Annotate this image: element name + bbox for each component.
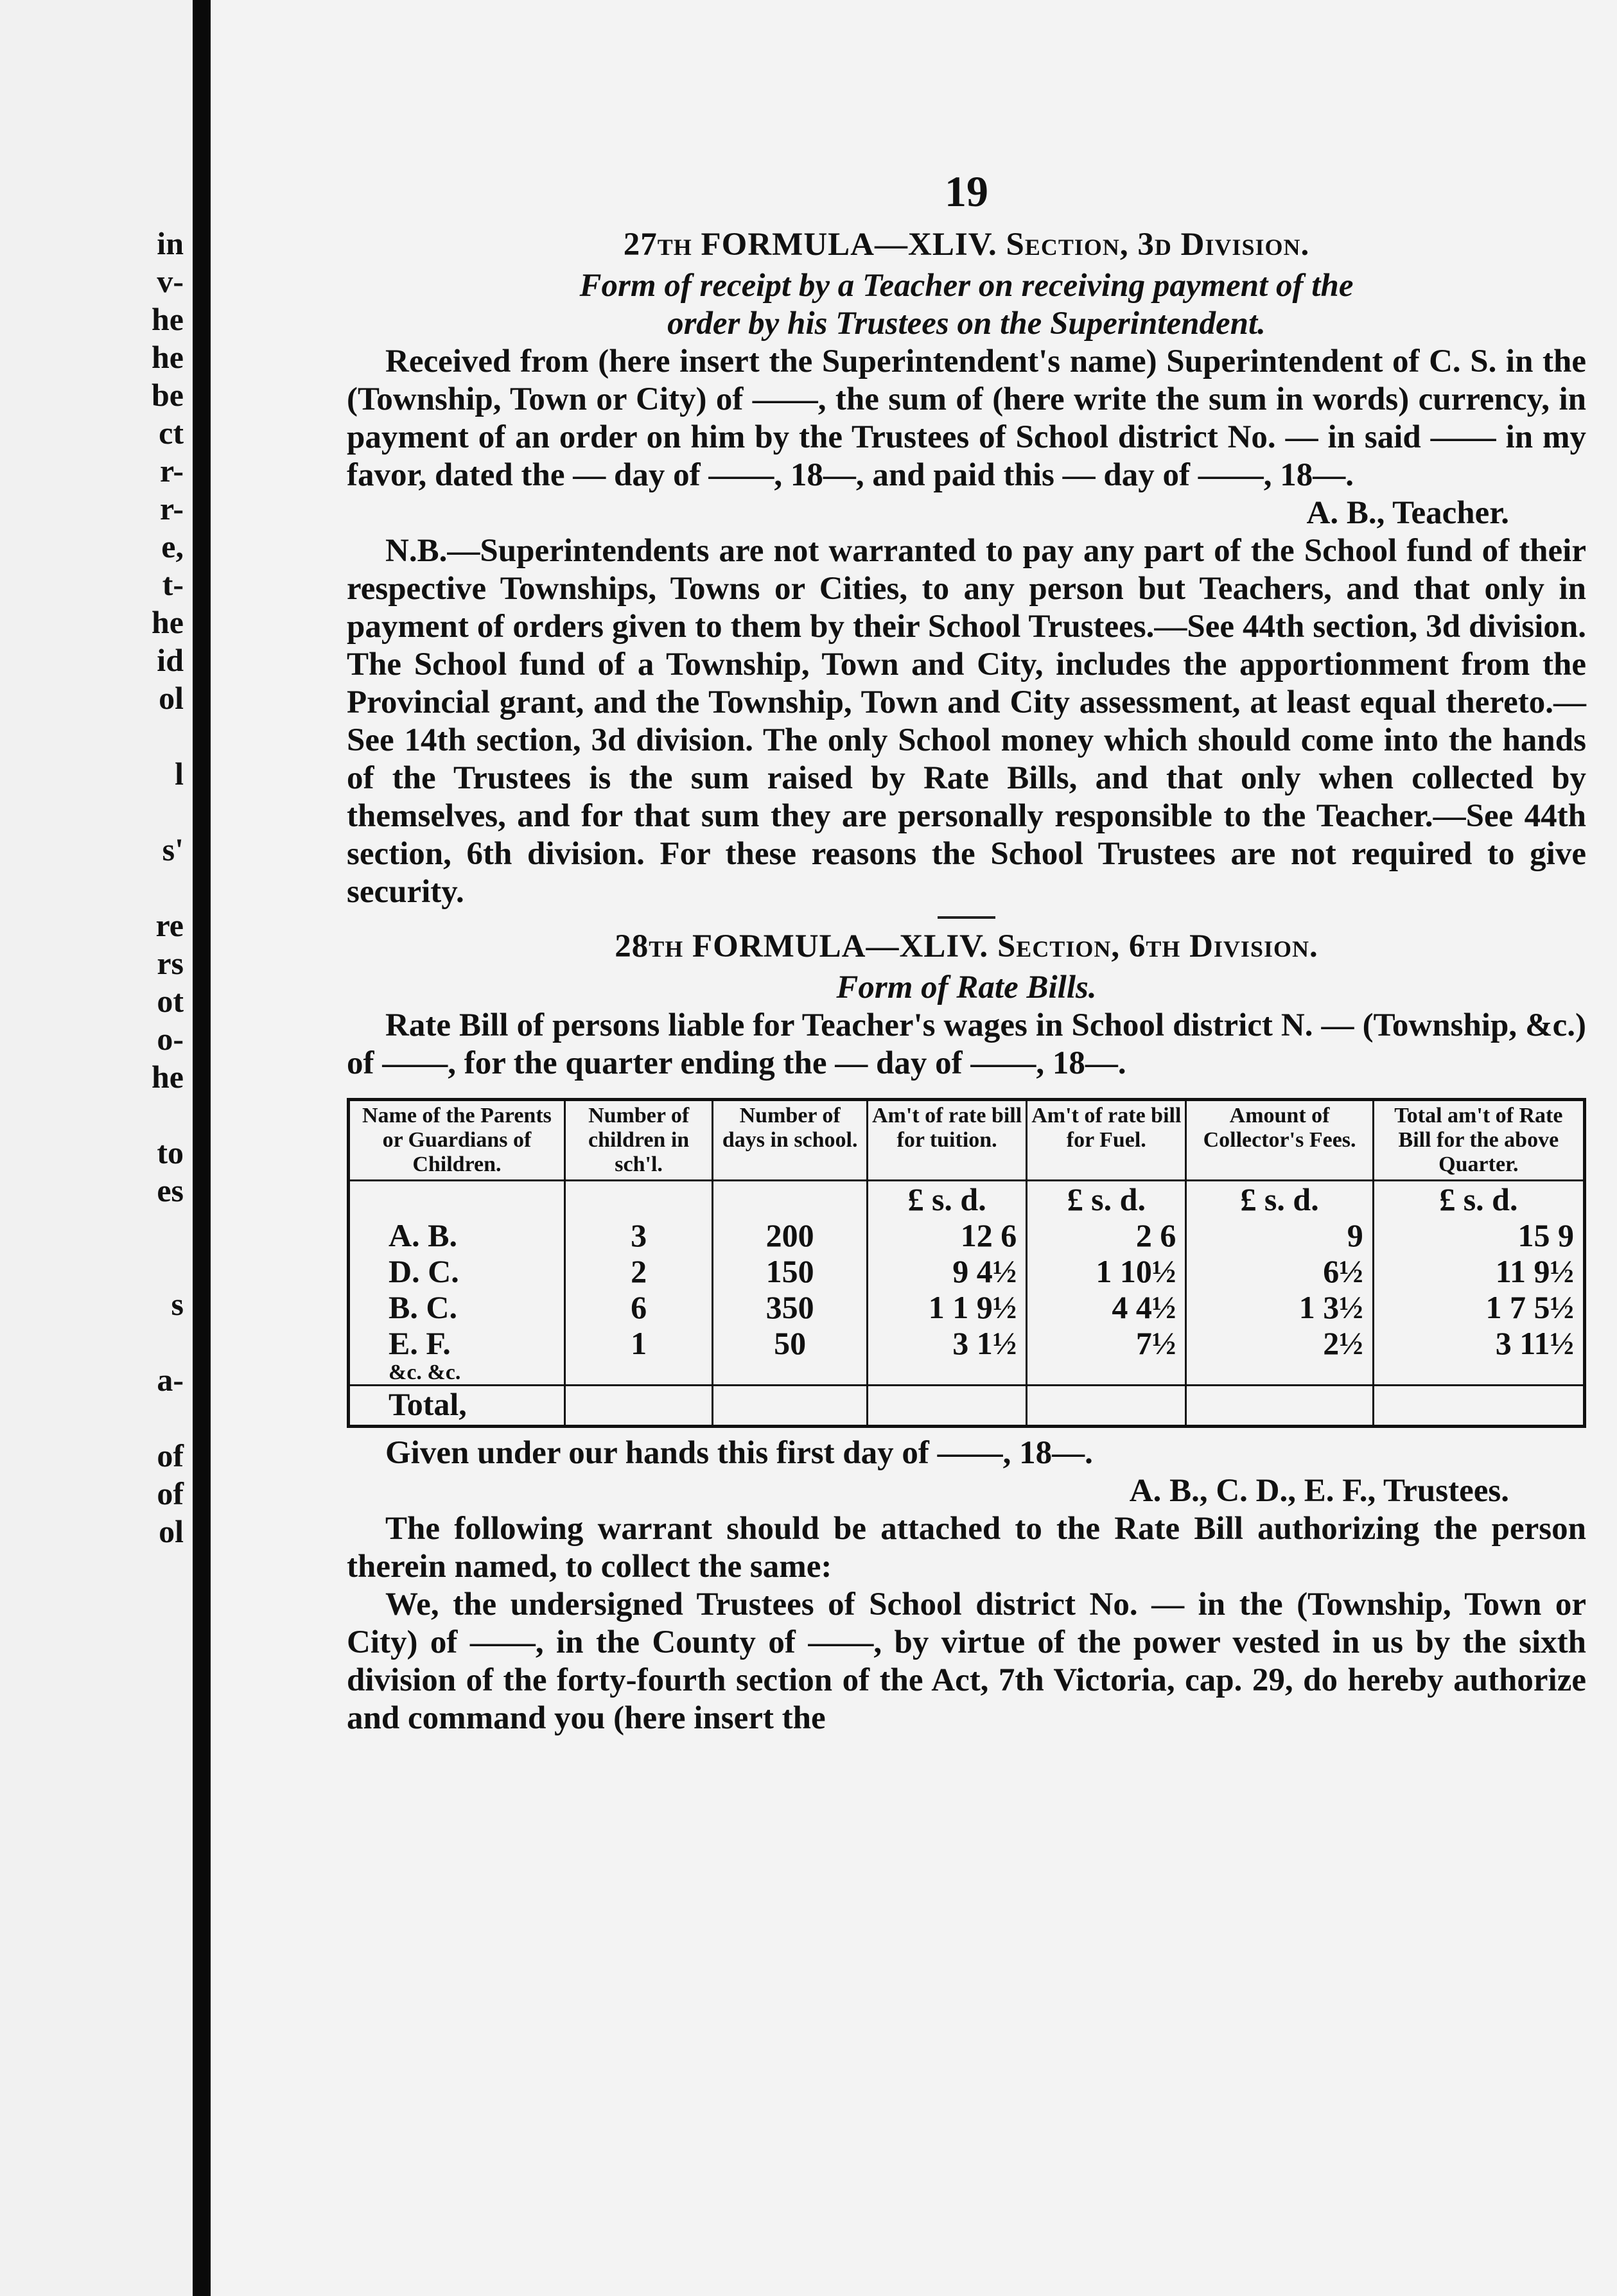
left-fragment: he xyxy=(152,301,184,337)
left-fragment: s' xyxy=(162,831,184,867)
tuition-cell: 1 1 9½ xyxy=(867,1289,1026,1325)
fees-cell: 9 xyxy=(1186,1217,1373,1253)
units-cell xyxy=(713,1181,868,1218)
given-line: Given under our hands this first day of ——, 18—. xyxy=(385,1435,1093,1471)
left-fragment: to xyxy=(157,1135,184,1170)
left-fragment: ol xyxy=(159,680,184,716)
children-cell: 6 xyxy=(564,1289,712,1325)
fees-cell: 6½ xyxy=(1186,1253,1373,1289)
fees-cell: 1 3½ xyxy=(1186,1289,1373,1325)
total-cell: 3 11½ xyxy=(1373,1325,1584,1361)
left-fragment xyxy=(152,1248,184,1285)
left-fragment: of xyxy=(157,1438,184,1474)
nb-paragraph: N.B.—Superintendents are not warranted to pay any part of the School fund of their respective Townships, Towns or Cities, to any person but Teachers, and that only in payment of orders given to them by their School Trustees.—See 44th section, 3d division. The School fund of a Township, Town and City, includes the apportionment from the Provincial grant, and the Township, Town and City assessment, at least equal thereto.—See 14th section, 3d division. The only School money which should come into the hands of the Trustees is the sum raised by Rate Bills, and that only when collected by themselves, and for that sum they are personally responsible to the Teacher.—See 44th section, 6th division. For these reasons the School Trustees are not required to give security. xyxy=(347,533,1586,910)
formula-27-subtitle-line2: order by his Trustees on the Superintendent. xyxy=(667,306,1266,342)
book-gutter xyxy=(193,0,211,2296)
document-page xyxy=(211,0,1617,2296)
table-header-row xyxy=(349,1100,1585,1181)
children-cell: 1 xyxy=(564,1325,712,1361)
table-row xyxy=(349,1217,1585,1253)
empty-cell xyxy=(713,1386,868,1427)
formula-27-section: Section, 3d Division. xyxy=(1006,227,1310,263)
left-fragment: v- xyxy=(157,263,184,299)
header-cell: Am't of rate bill for Fuel. xyxy=(1027,1100,1186,1181)
left-fragment xyxy=(152,1323,184,1361)
formula-27-subtitle-line1: Form of receipt by a Teacher on receiving payment of the xyxy=(579,268,1354,304)
rate-bill-table xyxy=(347,1098,1586,1428)
left-page-text-fragments xyxy=(152,225,184,1551)
left-fragment: l xyxy=(175,756,184,792)
left-fragment: he xyxy=(152,604,184,640)
left-fragment: ot xyxy=(157,983,184,1019)
days-cell: 350 xyxy=(713,1289,868,1325)
empty-cell xyxy=(1027,1386,1186,1427)
left-fragment: r- xyxy=(160,453,184,489)
left-fragment: ct xyxy=(159,415,184,451)
left-fragment xyxy=(152,793,184,831)
left-fragment: e, xyxy=(161,528,184,564)
left-fragment: he xyxy=(152,339,184,375)
section-divider xyxy=(938,916,995,919)
left-fragment: id xyxy=(157,642,184,678)
name-cell: B. C. xyxy=(389,1289,457,1325)
days-cell: 200 xyxy=(713,1217,868,1253)
total-row xyxy=(349,1386,1585,1427)
rate-bill-intro: Rate Bill of persons liable for Teacher's wages in School district N. — (Township, &c.) of ——, for the quarter ending the — day of ——, 18—. xyxy=(347,1007,1586,1081)
tuition-cell: 9 4½ xyxy=(867,1253,1026,1289)
children-cell: 3 xyxy=(564,1217,712,1253)
fees-cell: 2½ xyxy=(1186,1325,1373,1361)
formula-28-subtitle: Form of Rate Bills. xyxy=(836,970,1097,1005)
empty-cell xyxy=(564,1386,712,1427)
units-cell xyxy=(349,1181,565,1218)
units-cell xyxy=(564,1181,712,1218)
left-fragment: s xyxy=(171,1286,184,1322)
header-cell: Am't of rate bill for tuition. xyxy=(867,1100,1026,1181)
header-cell: Amount of Collector's Fees. xyxy=(1186,1100,1373,1181)
left-fragment: t- xyxy=(162,566,184,602)
left-fragment xyxy=(152,717,184,755)
header-cell: Number of days in school. xyxy=(713,1100,868,1181)
total-label: Total, xyxy=(349,1386,565,1427)
units-cell: £ s. d. xyxy=(867,1181,1026,1218)
left-fragment: ol xyxy=(159,1513,184,1549)
etc-row xyxy=(349,1361,1585,1386)
left-fragment: he xyxy=(152,1059,184,1095)
warrant-text: We, the undersigned Trustees of School district No. — in the (Township, Town or City) of ——, in the County of ——, by virtue of the power vested in us by the sixth division of the forty-fourth section of the Act, 7th Victoria, cap. 29, do hereby authorize and command you (here insert the xyxy=(347,1587,1586,1736)
units-cell: £ s. d. xyxy=(1186,1181,1373,1218)
left-fragment xyxy=(152,869,184,907)
empty-cell xyxy=(1027,1361,1186,1386)
left-fragment xyxy=(152,1399,184,1437)
left-facing-page xyxy=(0,0,193,2296)
units-cell: £ s. d. xyxy=(1373,1181,1584,1218)
name-cell: D. C. xyxy=(389,1253,459,1289)
empty-cell xyxy=(1373,1361,1584,1386)
header-cell: Name of the Parents or Guardians of Children. xyxy=(349,1100,565,1181)
etc-cell: &c. &c. xyxy=(389,1361,461,1384)
days-cell: 150 xyxy=(713,1253,868,1289)
left-fragment: be xyxy=(152,377,184,413)
empty-cell xyxy=(1186,1386,1373,1427)
table-row xyxy=(349,1289,1585,1325)
left-fragment: re xyxy=(155,907,184,943)
units-row xyxy=(349,1181,1585,1218)
left-fragment: rs xyxy=(157,945,184,981)
total-cell: 1 7 5½ xyxy=(1373,1289,1584,1325)
formula-28-section: Section, 6th Division. xyxy=(997,928,1318,964)
left-fragment: o- xyxy=(157,1021,184,1057)
formula-27-heading xyxy=(347,226,1586,267)
warrant-intro: The following warrant should be attached to the Rate Bill authorizing the person therein named, to collect the same: xyxy=(347,1511,1586,1585)
page-content xyxy=(347,159,1586,1737)
trustees-signature: A. B., C. D., E. F., Trustees. xyxy=(1129,1473,1509,1509)
formula-28-heading xyxy=(347,928,1586,969)
left-fragment: r- xyxy=(160,491,184,526)
page-number: 19 xyxy=(945,167,988,216)
receipt-paragraph: Received from (here insert the Superintendent's name) Superintendent of C. S. in the (Township, Town or City) of ——, the sum of (here write the sum in words) currency, in payment of an order on him by the Trustees of School district No. — in said —— in my favor, dated the — day of ——, 18—, and paid this — day of ——, 18—. xyxy=(347,344,1586,493)
empty-cell xyxy=(1186,1361,1373,1386)
total-cell: 15 9 xyxy=(1373,1217,1584,1253)
left-fragment: of xyxy=(157,1475,184,1511)
fuel-cell: 4 4½ xyxy=(1027,1289,1186,1325)
header-cell: Total am't of Rate Bill for the above Quarter. xyxy=(1373,1100,1584,1181)
formula-28-main: FORMULA—XLIV. xyxy=(692,928,989,964)
fuel-cell: 7½ xyxy=(1027,1325,1186,1361)
empty-cell xyxy=(867,1386,1026,1427)
table-row xyxy=(349,1253,1585,1289)
tuition-cell: 12 6 xyxy=(867,1217,1026,1253)
table-row xyxy=(349,1325,1585,1361)
left-fragment: in xyxy=(157,225,184,261)
formula-27-main: FORMULA—XLIV. xyxy=(701,227,997,263)
days-cell: 50 xyxy=(713,1325,868,1361)
name-cell: A. B. xyxy=(389,1217,457,1253)
total-cell: 11 9½ xyxy=(1373,1253,1584,1289)
empty-cell xyxy=(713,1361,868,1386)
formula-28-number: 28th xyxy=(615,928,684,964)
left-fragment: es xyxy=(157,1172,184,1208)
tuition-cell: 3 1½ xyxy=(867,1325,1026,1361)
teacher-signature: A. B., Teacher. xyxy=(1306,495,1509,531)
empty-cell xyxy=(564,1361,712,1386)
fuel-cell: 1 10½ xyxy=(1027,1253,1186,1289)
left-fragment xyxy=(152,1210,184,1248)
children-cell: 2 xyxy=(564,1253,712,1289)
name-cell: E. F. xyxy=(389,1325,451,1361)
units-cell: £ s. d. xyxy=(1027,1181,1186,1218)
formula-27-number: 27th xyxy=(623,227,692,263)
empty-cell xyxy=(867,1361,1026,1386)
fuel-cell: 2 6 xyxy=(1027,1217,1186,1253)
header-cell: Number of children in sch'l. xyxy=(564,1100,712,1181)
empty-cell xyxy=(1373,1386,1584,1427)
left-fragment xyxy=(152,1096,184,1134)
left-fragment: a- xyxy=(157,1362,184,1398)
